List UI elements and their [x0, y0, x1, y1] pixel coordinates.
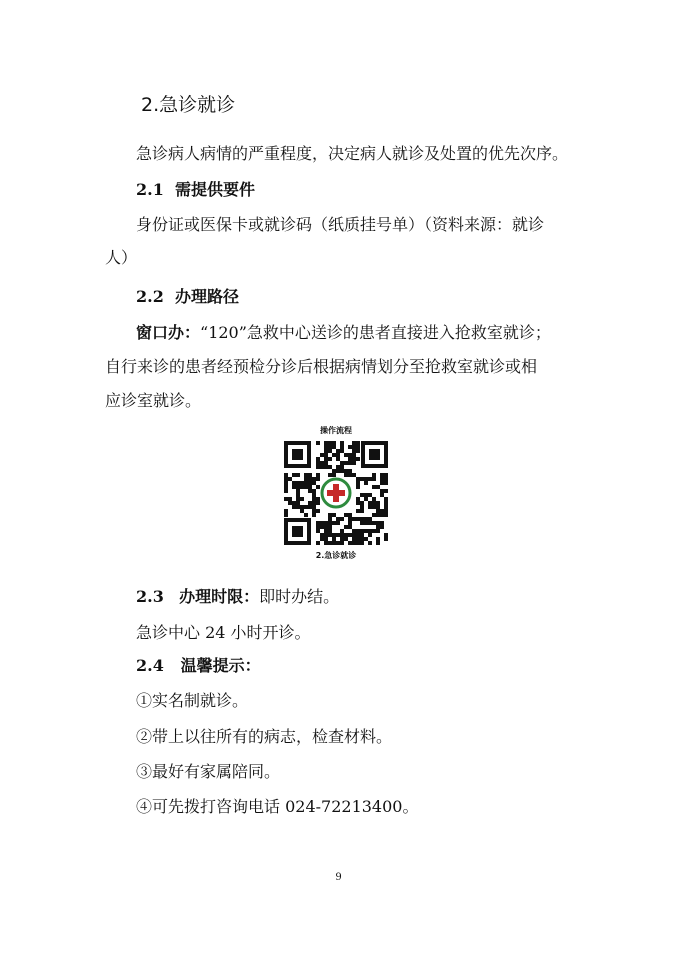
qr-top-caption: 操作流程 [320, 426, 352, 435]
tip-item: ④可先拨打咨询电话 024-72213400。 [136, 797, 419, 816]
qr-bottom-caption: 2.急诊就诊 [315, 551, 357, 560]
heading-2-1-number: 2.1 [136, 180, 164, 199]
heading-2-2-number: 2.2 [136, 287, 164, 306]
s22-line1 [136, 323, 551, 343]
qr-code-image [281, 438, 391, 548]
s22-line2: 自行来诊的患者经预检分诊后根据病情划分至抢救室就诊或相 [105, 357, 538, 376]
tip-item: ③最好有家属陪同。 [136, 762, 281, 781]
qr-block [275, 425, 397, 561]
heading-2-3-number: 2.3 [136, 587, 164, 606]
heading-2-2 [136, 287, 239, 307]
heading-2-2-title: 办理路径 [174, 287, 239, 306]
page-number: 9 [335, 872, 342, 883]
s21-body-line1: 身份证或医保卡或就诊码（纸质挂号单）（资料来源：就诊 [136, 215, 545, 234]
heading-2-4-title: 温馨提示： [180, 656, 261, 675]
tip-item: ②带上以往所有的病志，检查材料。 [136, 727, 393, 746]
heading-2-1 [136, 180, 255, 200]
section-title: 2.急诊就诊 [141, 94, 236, 116]
heading-2-4 [136, 656, 261, 676]
heading-2-4-number: 2.4 [136, 656, 164, 675]
s22-line1-text: “120”急救中心送诊的患者直接进入抢救室就诊； [200, 323, 551, 342]
tip-item: ①实名制就诊。 [136, 691, 249, 710]
s23-value: 即时办结。 [259, 587, 340, 606]
intro-paragraph: 急诊病人病情的严重程度，决定病人就诊及处置的优先次序。 [136, 144, 569, 163]
s22-line3: 应诊室就诊。 [105, 391, 202, 410]
s22-label: 窗口办： [136, 323, 201, 342]
heading-2-3 [136, 587, 339, 607]
s21-body-line2: 人） [105, 248, 138, 267]
heading-2-1-title: 需提供要件 [174, 180, 255, 199]
s23-body: 急诊中心 24 小时开诊。 [136, 623, 311, 642]
heading-2-3-title: 办理时限： [179, 587, 260, 606]
